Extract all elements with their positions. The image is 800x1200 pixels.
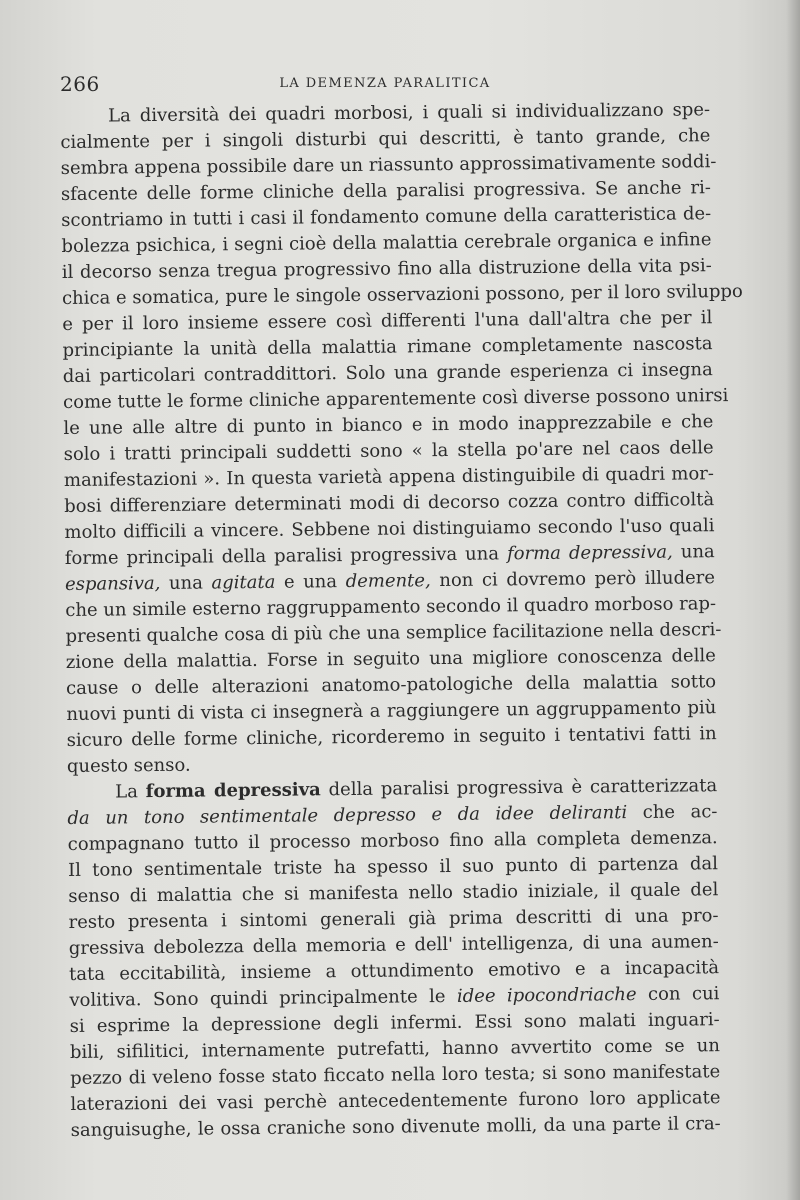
- text-segment: volitiva. Sono quindi principalmente le: [69, 985, 458, 1011]
- text-segment: presenti qualche cosa di più che una semplice facilitazione nella descri-: [65, 619, 722, 647]
- text-segment: resto presenta i sintomi generali già prima descritti di una pro-: [68, 905, 719, 933]
- italic-text: agitata: [211, 571, 276, 594]
- italic-text: da un tono sentimentale depresso e da idee deliranti: [67, 802, 628, 829]
- text-segment: bosi differenziare determinati modi di decorso cozza contro difficoltà: [64, 489, 715, 517]
- text-segment: sicuro delle forme cliniche, ricorderemo in seguito i tentativi fatti in: [66, 723, 717, 751]
- text-segment: il decorso senza tregua progressivo fino alla distruzione della vita psi-: [61, 255, 712, 283]
- text-segment: non ci dovremo però illudere: [430, 567, 716, 592]
- text-segment: si esprime la depressione degli infermi. Essi sono malati inguari-: [69, 1009, 720, 1037]
- text-segment: questo senso.: [66, 754, 191, 777]
- text-segment: Il tono sentimentale triste ha spesso il suo punto di partenza dal: [67, 853, 719, 881]
- text-segment: senso di malattia che si manifesta nello stadio iniziale, il quale del: [68, 879, 719, 907]
- text-segment: tata eccitabilità, insieme a ottundimento emotivo e a incapacità: [69, 957, 720, 985]
- text-segment: La: [115, 781, 146, 803]
- page-edge-shadow: [786, 0, 800, 1200]
- italic-text: idee ipocondriache: [456, 984, 637, 1007]
- text-segment: bolezza psichica, i segni cioè della malattia cerebrale organica e infine: [61, 229, 712, 257]
- text-segment: laterazioni dei vasi perchè antecedentemente furono loro applicate: [70, 1087, 721, 1115]
- text-segment: le une alle altre di punto in bianco e in modo inapprezzabile e che: [63, 411, 714, 439]
- text-segment: sfacente delle forme cliniche della paralisi progressiva. Se anche ri-: [60, 177, 712, 205]
- text-segment: compagnano tutto il processo morboso fino alla completa demenza.: [67, 827, 718, 855]
- text-segment: della paralisi progressiva è caratterizzata: [320, 775, 718, 801]
- text-segment: nuovi punti di vista ci insegnerà a raggiungere un aggruppamento più: [66, 697, 717, 725]
- text-segment: solo i tratti principali suddetti sono « la stella po'are nel caos delle: [63, 437, 714, 465]
- text-segment: zione della malattia. Forse in seguito una migliore conoscenza delle: [65, 645, 716, 673]
- italic-text: espansiva,: [64, 572, 161, 595]
- text-segment: che ac-: [627, 801, 718, 824]
- text-segment: con cui: [636, 983, 720, 1006]
- text-segment: bili, sifilitici, internamente putrefatti, hanno avvertito come se un: [69, 1035, 721, 1063]
- text-segment: una: [160, 572, 212, 594]
- italic-text: forma depressiva,: [506, 541, 673, 565]
- italic-text: demente,: [345, 570, 431, 593]
- text-line: [71, 1111, 721, 1144]
- text-segment: forme principali della paralisi progressiva una: [64, 543, 508, 569]
- text-segment: e per il loro insieme essere così differenti l'una dall'altra che per il: [62, 307, 713, 335]
- text-segment: pezzo di veleno fosse stato ficcato nella loro testa; si sono manifestate: [70, 1061, 721, 1089]
- page-header: [60, 72, 710, 96]
- bold-text: forma depressiva: [145, 779, 321, 803]
- text-segment: chica e somatica, pure le singole osservazioni possono, per il loro sviluppo: [61, 280, 743, 309]
- text-segment: come tutte le forme cliniche apparentemente così diverse possono unirsi: [63, 385, 729, 413]
- text-segment: una: [672, 541, 715, 563]
- text-segment: principiante la unità della malattia rimane completamente nascosta: [62, 333, 713, 361]
- body-text: [60, 97, 743, 1144]
- text-segment: e una: [275, 571, 346, 593]
- text-segment: molto difficili a vincere. Sebbene noi distinguiamo secondo l'uso quali: [64, 515, 715, 543]
- page-number: 266: [60, 72, 100, 96]
- text-segment: cialmente per i singoli disturbi qui descritti, è tanto grande, che: [60, 125, 711, 153]
- text-segment: dai particolari contraddittori. Solo una grande esperienza ci insegna: [62, 359, 713, 387]
- text-segment: cause o delle alterazioni anatomo-patologiche della malattia sotto: [66, 671, 717, 699]
- text-segment: gressiva debolezza della memoria e dell' intelligenza, di una aumen-: [68, 931, 719, 959]
- text-segment: scontriamo in tutti i casi il fondamento comune della caratteristica de-: [61, 203, 712, 231]
- text-segment: sanguisughe, le ossa craniche sono divenute molli, da una parte il cra-: [70, 1113, 721, 1141]
- text-segment: La diversità dei quadri morbosi, i quali si individualizzano spe-: [108, 99, 711, 127]
- text-segment: manifestazioni ». In questa varietà appena distinguibile di quadri mor-: [63, 463, 715, 491]
- text-segment: che un simile esterno raggruppamento secondo il quadro morboso rap-: [65, 593, 717, 621]
- running-title: LA DEMENZA PARALITICA: [279, 76, 491, 91]
- text-segment: sembra appena possibile dare un riassunto approssimativamente soddi-: [60, 151, 717, 179]
